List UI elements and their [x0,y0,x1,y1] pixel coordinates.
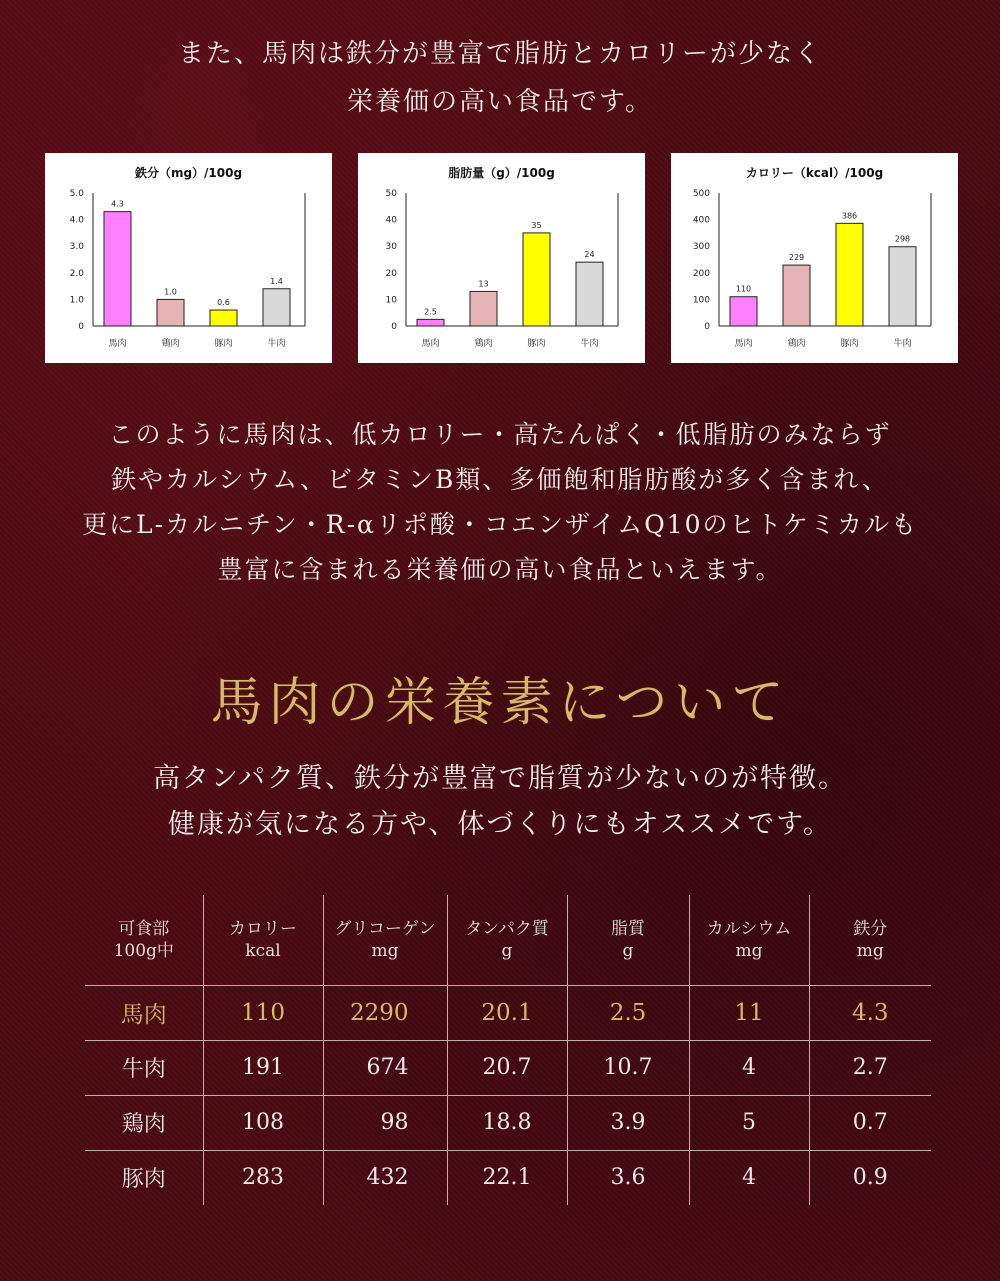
x-tick-label: 豚肉 [214,339,233,349]
chart-card-fat [358,153,645,363]
y-tick-label: 1.0 [69,295,84,306]
charts-row [45,153,955,363]
data-label: 35 [531,220,542,230]
chart-title: 脂肪量（g）/100g [448,166,555,180]
table-cell: 0.9 [809,1150,931,1205]
chart-title: カロリー（kcal）/100g [745,166,884,180]
bar [157,299,184,326]
x-tick-label: 馬肉 [734,339,753,349]
y-tick-label: 10 [385,295,397,306]
x-tick-label: 馬肉 [421,339,440,349]
data-label: 24 [584,250,595,260]
y-tick-label: 50 [385,189,397,199]
y-tick-label: 0 [704,322,710,332]
y-tick-label: 100 [692,295,710,306]
table-cell: 4 [689,1040,809,1095]
header-cell: 脂質 g [567,895,689,985]
bar [210,310,237,326]
x-tick-label: 鶏肉 [474,339,493,349]
data-label: 0.6 [217,298,230,308]
table-row-beef [85,1040,931,1095]
table-cell: 432 [323,1150,447,1205]
section-description [0,756,1000,848]
y-tick-label: 300 [692,242,710,253]
y-tick-label: 0 [391,322,397,332]
table-cell: 4 [689,1150,809,1205]
table-cell: 5 [689,1095,809,1150]
y-tick-label: 5.0 [69,189,84,199]
header-cell: グリコーゲン mg [323,895,447,985]
nutrition-table [85,895,931,1205]
x-tick-label: 牛肉 [893,339,912,349]
header-cell: タンパク質 g [447,895,567,985]
x-tick-label: 鶏肉 [161,339,180,349]
table-header-row [85,895,931,985]
bar [889,247,916,326]
table-cell: 鶏肉 [85,1095,203,1150]
header-cell: 可食部 100g中 [113,918,174,961]
table-row-chicken [85,1095,931,1150]
bar [470,291,497,326]
bar [263,289,290,326]
x-tick-label: 豚肉 [527,339,546,349]
table-cell: 20.7 [447,1040,567,1095]
data-label: 13 [478,279,489,289]
table-cell: 11 [689,985,809,1040]
table-row-horse [85,985,931,1040]
table-cell: 10.7 [567,1040,689,1095]
chart-fat [358,153,645,363]
data-label: 298 [894,234,911,244]
y-tick-label: 30 [385,242,397,253]
chart-card-iron [45,153,332,363]
table-cell: 2.7 [809,1040,931,1095]
y-tick-label: 2.0 [69,268,84,279]
bar [730,297,757,326]
y-tick-label: 4.0 [69,215,84,226]
bar [783,265,810,326]
table-cell: 2.5 [567,985,689,1040]
header-cell: カロリー kcal [203,895,323,985]
data-label: 2.5 [424,307,437,317]
table-cell: 110 [203,985,323,1040]
table-cell: 674 [323,1040,447,1095]
y-tick-label: 200 [692,268,710,279]
y-tick-label: 0 [78,322,84,332]
table-cell: 馬肉 [85,985,203,1040]
table-cell: 牛肉 [85,1040,203,1095]
paragraph-line-1: このように馬肉は、低カロリー・高たんぱく・低脂肪のみならず [108,420,892,449]
x-tick-label: 鶏肉 [787,339,806,349]
chart-iron [45,153,332,363]
y-tick-label: 400 [692,215,710,226]
section-desc-line-2: 健康が気になる方や、体づくりにもオススメです。 [167,809,833,840]
table-cell: 283 [203,1150,323,1205]
bar [523,233,550,326]
bar [417,319,444,326]
header-cell: カルシウム mg [689,895,809,985]
table-cell: 191 [203,1040,323,1095]
intro-line-1: また、馬肉は鉄分が豊富で脂肪とカロリーが少なく [177,39,822,69]
chart-calories [671,153,958,363]
data-label: 4.3 [111,199,124,209]
data-label: 386 [841,211,858,221]
y-tick-label: 40 [385,215,397,226]
paragraph-line-2: 鉄やカルシウム、ビタミンB類、多価飽和脂肪酸が多く含まれ、 [111,465,889,494]
x-tick-label: 馬肉 [108,339,127,349]
data-label: 229 [788,253,805,263]
data-label: 110 [735,284,752,294]
x-tick-label: 牛肉 [580,339,599,349]
table-cell: 22.1 [447,1150,567,1205]
table-cell: 98 [323,1095,447,1150]
x-tick-label: 牛肉 [267,339,286,349]
section-desc-line-1: 高タンパク質、鉄分が豊富で脂質が少ないのが特徴。 [152,763,848,794]
data-label: 1.4 [270,276,283,286]
intro-text [0,30,1000,126]
bar [836,223,863,326]
table-cell: 3.9 [567,1095,689,1150]
paragraph-line-4: 豊富に含まれる栄養価の高い食品といえます。 [217,555,783,584]
intro-line-2: 栄養価の高い食品です。 [347,87,653,117]
chart-title: 鉄分（mg）/100g [134,166,243,180]
chart-card-calories [671,153,958,363]
table-row-pork [85,1150,931,1205]
bar [576,262,603,326]
y-tick-label: 20 [385,268,397,279]
description-paragraph [0,412,1000,592]
table-cell: 2290 [323,985,447,1040]
table-cell: 18.8 [447,1095,567,1150]
y-tick-label: 500 [692,189,710,199]
table-cell: 3.6 [567,1150,689,1205]
nutrition-table-wrap [85,895,931,1205]
table-cell: 0.7 [809,1095,931,1150]
table-cell: 20.1 [447,985,567,1040]
y-tick-label: 3.0 [69,242,84,253]
table-cell: 4.3 [809,985,931,1040]
bar [104,212,131,326]
header-cell: 鉄分 mg [809,895,931,985]
paragraph-line-3: 更にL-カルニチン・R-αリポ酸・コエンザイムQ10のヒトケミカルも [81,510,918,539]
section-title: 馬肉の栄養素について [210,673,790,733]
table-cell: 豚肉 [85,1150,203,1205]
x-tick-label: 豚肉 [840,339,859,349]
table-cell: 108 [203,1095,323,1150]
data-label: 1.0 [164,287,177,297]
